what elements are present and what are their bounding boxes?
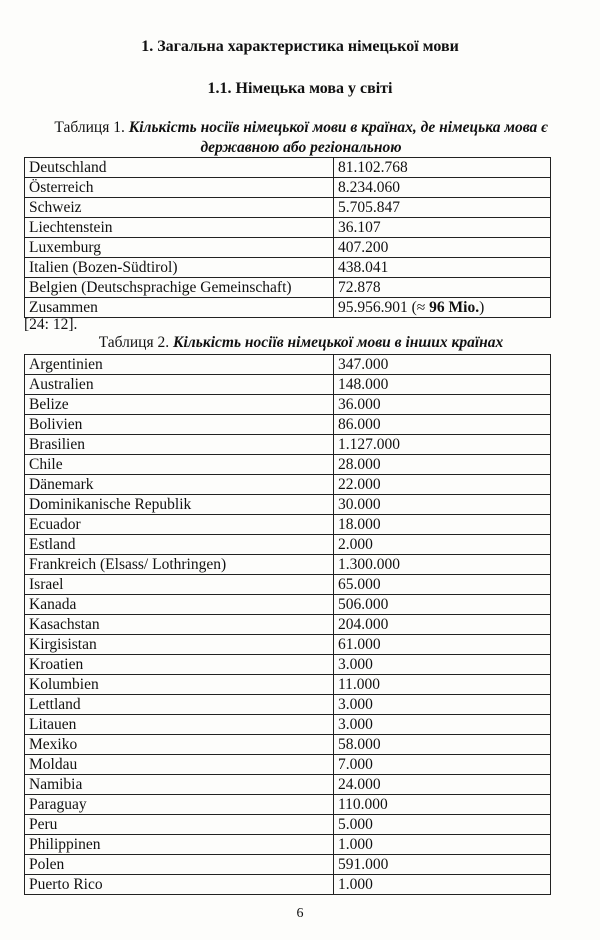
country-cell: Kanada	[25, 595, 334, 615]
table-row	[25, 795, 551, 815]
page-number: 6	[296, 906, 304, 921]
speakers-cell: 148.000	[334, 375, 551, 395]
country-cell: Israel	[25, 575, 334, 595]
speakers-cell: 5.000	[334, 815, 551, 835]
table-row	[25, 158, 551, 178]
table-row	[25, 218, 551, 238]
table-row	[25, 835, 551, 855]
speakers-cell: 591.000	[334, 855, 551, 875]
country-cell: Italien (Bozen-Südtirol)	[25, 258, 334, 278]
section-heading: 1. Загальна характеристика німецької мови	[141, 38, 459, 55]
total-label: Zusammen	[25, 298, 334, 318]
speakers-cell: 22.000	[334, 475, 551, 495]
country-cell: Belgien (Deutschsprachige Gemeinschaft)	[25, 278, 334, 298]
table-row	[25, 198, 551, 218]
table-row	[25, 475, 551, 495]
total-close-paren: )	[479, 299, 485, 316]
country-cell: Österreich	[25, 178, 334, 198]
table-row	[25, 735, 551, 755]
table1	[24, 157, 551, 318]
table-row	[25, 495, 551, 515]
table-row	[25, 435, 551, 455]
total-row	[25, 298, 551, 318]
speakers-cell: 36.000	[334, 395, 551, 415]
country-cell: Luxemburg	[25, 238, 334, 258]
country-cell: Deutschland	[25, 158, 334, 178]
table2-caption	[22, 334, 580, 352]
speakers-cell: 2.000	[334, 535, 551, 555]
table-row	[25, 258, 551, 278]
country-cell: Liechtenstein	[25, 218, 334, 238]
table-row	[25, 395, 551, 415]
country-cell: Schweiz	[25, 198, 334, 218]
country-cell: Litauen	[25, 715, 334, 735]
speakers-cell: 3.000	[334, 695, 551, 715]
speakers-cell: 36.107	[334, 218, 551, 238]
total-number: 95.956.901 (≈	[338, 299, 430, 316]
country-cell: Namibia	[25, 775, 334, 795]
table-row	[25, 755, 551, 775]
speakers-cell: 5.705.847	[334, 198, 551, 218]
table-row	[25, 555, 551, 575]
country-cell: Australien	[25, 375, 334, 395]
table-row	[25, 238, 551, 258]
country-cell: Kasachstan	[25, 615, 334, 635]
speakers-cell: 1.127.000	[334, 435, 551, 455]
speakers-cell: 11.000	[334, 675, 551, 695]
table-row	[25, 375, 551, 395]
speakers-cell: 81.102.768	[334, 158, 551, 178]
table-row	[25, 675, 551, 695]
speakers-cell: 61.000	[334, 635, 551, 655]
country-cell: Kolumbien	[25, 675, 334, 695]
total-value	[334, 298, 551, 318]
table-row	[25, 635, 551, 655]
country-cell: Bolivien	[25, 415, 334, 435]
table-row	[25, 515, 551, 535]
table-row	[25, 178, 551, 198]
table-row	[25, 415, 551, 435]
country-cell: Chile	[25, 455, 334, 475]
table-row	[25, 278, 551, 298]
speakers-cell: 72.878	[334, 278, 551, 298]
table-row	[25, 535, 551, 555]
table2-title: Кількість носіїв німецької мови в інших країнах	[172, 334, 504, 351]
table-row	[25, 815, 551, 835]
speakers-cell: 30.000	[334, 495, 551, 515]
speakers-cell: 1.000	[334, 875, 551, 895]
table-row	[25, 875, 551, 895]
speakers-cell: 18.000	[334, 515, 551, 535]
speakers-cell: 3.000	[334, 655, 551, 675]
table-row	[25, 715, 551, 735]
country-cell: Argentinien	[25, 355, 334, 375]
country-cell: Moldau	[25, 755, 334, 775]
speakers-cell: 28.000	[334, 455, 551, 475]
table-row	[25, 575, 551, 595]
country-cell: Puerto Rico	[25, 875, 334, 895]
speakers-cell: 438.041	[334, 258, 551, 278]
speakers-cell: 24.000	[334, 775, 551, 795]
speakers-cell: 204.000	[334, 615, 551, 635]
speakers-cell: 110.000	[334, 795, 551, 815]
table-row	[25, 615, 551, 635]
speakers-cell: 3.000	[334, 715, 551, 735]
country-cell: Brasilien	[25, 435, 334, 455]
table-row	[25, 595, 551, 615]
speakers-cell: 407.200	[334, 238, 551, 258]
table2	[24, 354, 551, 895]
country-cell: Estland	[25, 535, 334, 555]
table1-caption	[22, 118, 580, 158]
country-cell: Kirgisistan	[25, 635, 334, 655]
country-cell: Dominikanische Republik	[25, 495, 334, 515]
table-row	[25, 775, 551, 795]
speakers-cell: 1.300.000	[334, 555, 551, 575]
speakers-cell: 8.234.060	[334, 178, 551, 198]
country-cell: Frankreich (Elsass/ Lothringen)	[25, 555, 334, 575]
country-cell: Peru	[25, 815, 334, 835]
speakers-cell: 65.000	[334, 575, 551, 595]
speakers-cell: 58.000	[334, 735, 551, 755]
country-cell: Ecuador	[25, 515, 334, 535]
country-cell: Lettland	[25, 695, 334, 715]
table-row	[25, 655, 551, 675]
table-row	[25, 855, 551, 875]
reference: [24: 12].	[24, 316, 78, 333]
table1-title: Кількість носіїв німецької мови в країнах, де німецька мова є державною або регіональною	[128, 119, 548, 156]
country-cell: Dänemark	[25, 475, 334, 495]
country-cell: Philippinen	[25, 835, 334, 855]
country-cell: Mexiko	[25, 735, 334, 755]
table1-label: Таблиця 1.	[54, 119, 125, 136]
subsection-heading: 1.1. Німецька мова у світі	[207, 80, 393, 97]
table2-label: Таблиця 2.	[98, 334, 170, 351]
speakers-cell: 1.000	[334, 835, 551, 855]
country-cell: Belize	[25, 395, 334, 415]
speakers-cell: 7.000	[334, 755, 551, 775]
table-row	[25, 355, 551, 375]
country-cell: Kroatien	[25, 655, 334, 675]
country-cell: Polen	[25, 855, 334, 875]
table-row	[25, 695, 551, 715]
total-approx: 96 Mio.	[429, 299, 480, 316]
country-cell: Paraguay	[25, 795, 334, 815]
speakers-cell: 86.000	[334, 415, 551, 435]
table-row	[25, 455, 551, 475]
speakers-cell: 347.000	[334, 355, 551, 375]
speakers-cell: 506.000	[334, 595, 551, 615]
